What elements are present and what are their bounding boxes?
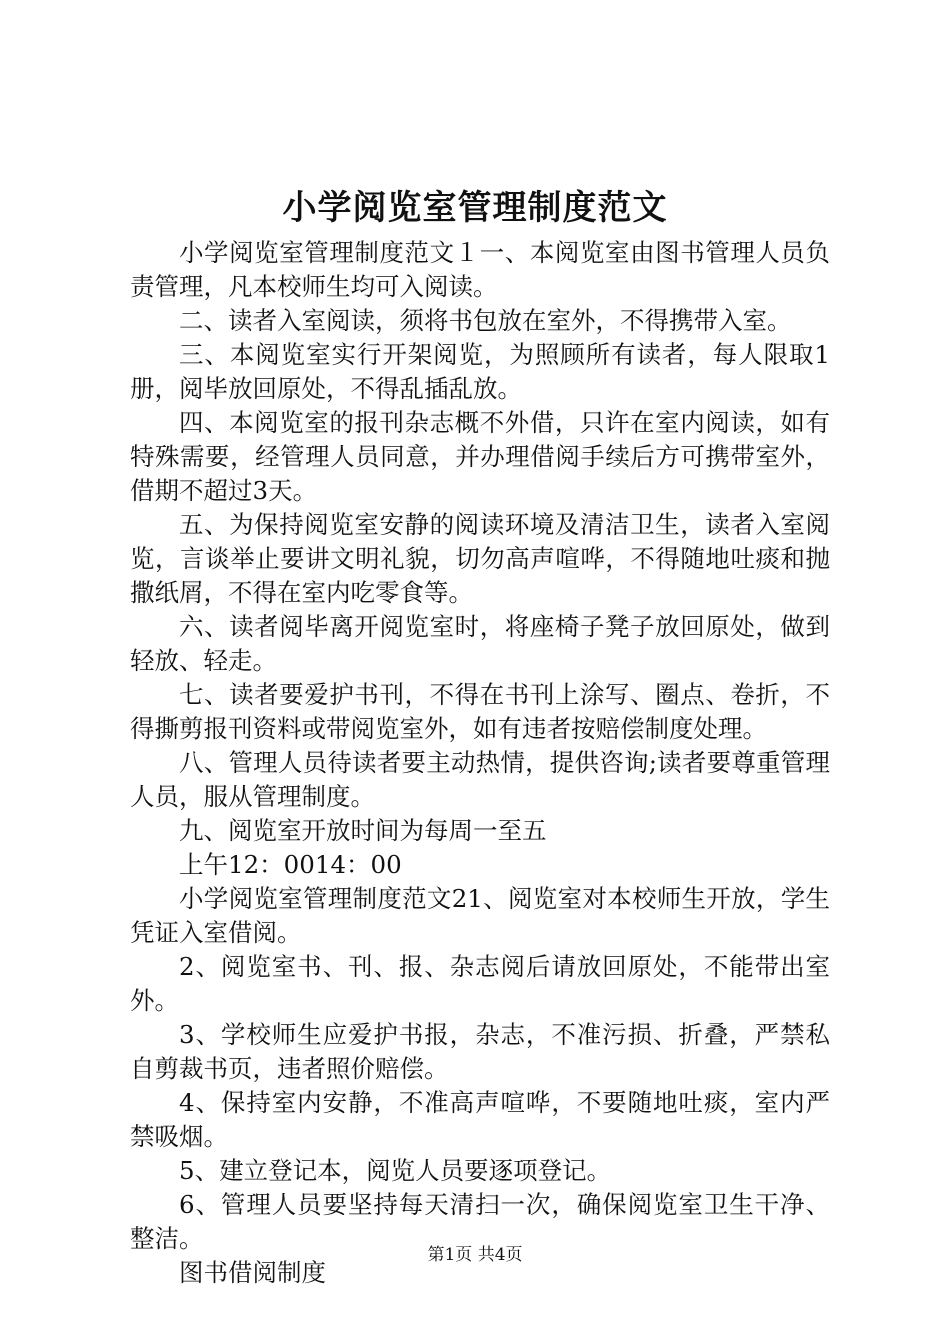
paragraph: 五、为保持阅览室安静的阅读环境及清洁卫生，读者入室阅览，言谈举止要讲文明礼貌，切勿高声喧哗，不得随地吐痰和抛撒纸屑，不得在室内吃零食等。 (130, 510, 830, 607)
paragraph: 图书借阅制度 (179, 1258, 326, 1287)
paragraph: 上午12：0014：00 (179, 850, 402, 879)
paragraph: 四、本阅览室的报刊杂志概不外借，只许在室内阅读，如有特殊需要，经管理人员同意，并办理借阅手续后方可携带室外，借期不超过3天。 (130, 408, 830, 505)
paragraph: 小学阅览室管理制度范文１一、本阅览室由图书管理人员负责管理，凡本校师生均可入阅读。 (130, 238, 830, 301)
paragraph: 4、保持室内安静，不准高声喧哗，不要随地吐痰，室内严禁吸烟。 (130, 1088, 830, 1151)
page-title: 小学阅览室管理制度范文 (282, 188, 668, 228)
paragraph: 5、建立登记本，阅览人员要逐项登记。 (179, 1156, 612, 1185)
paragraph: 六、读者阅毕离开阅览室时，将座椅子凳子放回原处，做到轻放、轻走。 (130, 612, 830, 675)
paragraph: 小学阅览室管理制度范文21、阅览室对本校师生开放，学生凭证入室借阅。 (130, 884, 830, 947)
document-body (130, 236, 830, 1290)
paragraph: 九、阅览室开放时间为每周一至五 (179, 816, 547, 845)
paragraph: 2、阅览室书、刊、报、杂志阅后请放回原处，不能带出室外。 (130, 952, 830, 1015)
paragraph: 八、管理人员待读者要主动热情，提供咨询;读者要尊重管理人员，服从管理制度。 (130, 748, 830, 811)
page-footer: 第1页 共4页 (427, 1245, 523, 1265)
paragraph: 三、本阅览室实行开架阅览，为照顾所有读者，每人限取1册，阅毕放回原处，不得乱插乱放。 (130, 340, 830, 403)
paragraph: 6、管理人员要坚持每天清扫一次，确保阅览室卫生干净、整洁。 (130, 1190, 830, 1253)
paragraph: 3、学校师生应爱护书报，杂志，不准污损、折叠，严禁私自剪裁书页，违者照价赔偿。 (130, 1020, 830, 1083)
paragraph: 二、读者入室阅读，须将书包放在室外，不得携带入室。 (179, 306, 792, 335)
paragraph: 七、读者要爱护书刊，不得在书刊上涂写、圈点、卷折，不得撕剪报刊资料或带阅览室外，如有违者按赔偿制度处理。 (130, 680, 830, 743)
